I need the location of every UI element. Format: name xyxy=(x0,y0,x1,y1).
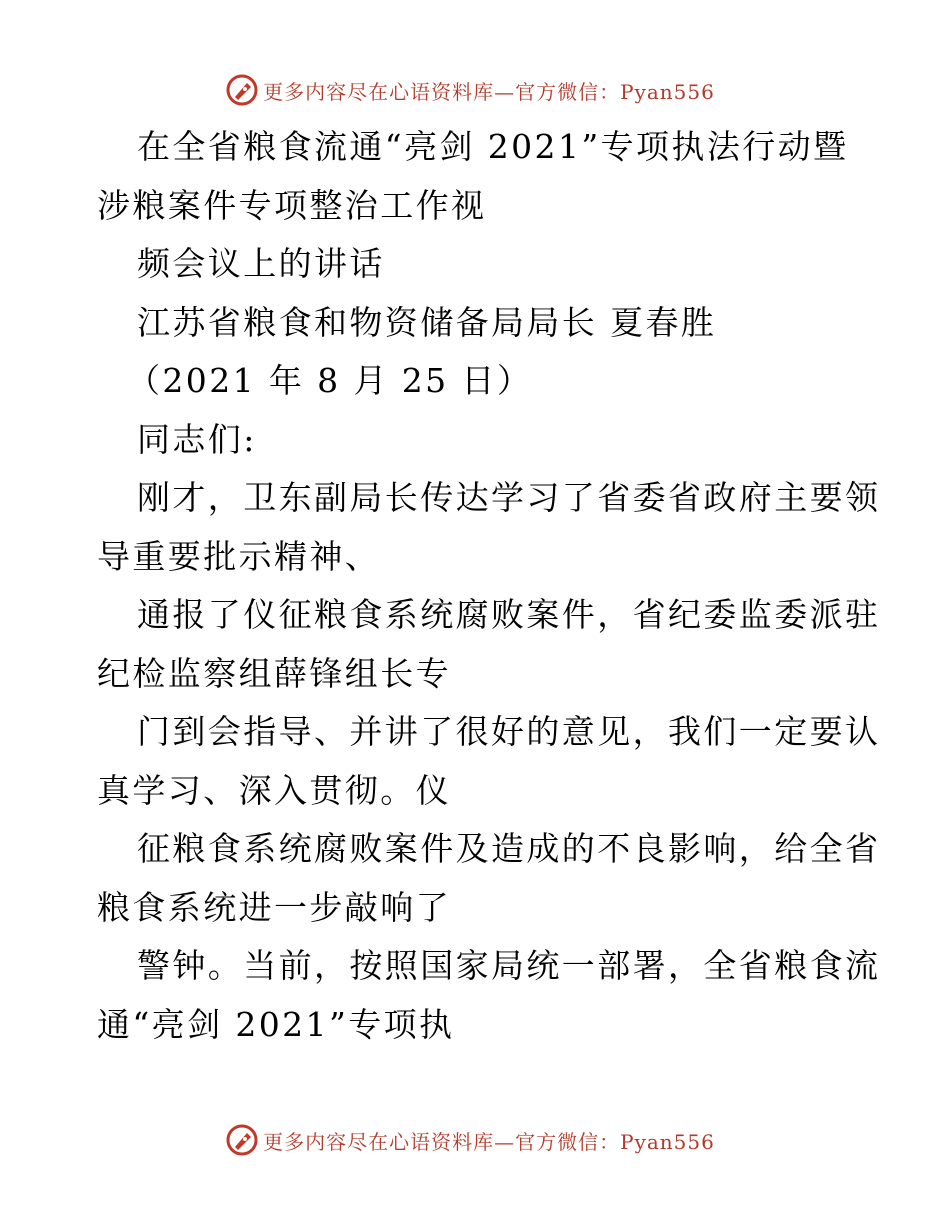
footer-banner xyxy=(0,1120,950,1160)
salutation: 同志们: xyxy=(137,419,257,459)
paragraph-5-line-2: 通“亮剑 2021”专项执 xyxy=(97,1004,455,1044)
paragraph-2-line-1: 通报了仪征粮食系统腐败案件，省纪委监委派驻 xyxy=(137,595,881,634)
paragraph-4-line-2: 粮食系统进一步敲响了 xyxy=(97,887,451,927)
paragraph-5-line-1: 警钟。当前，按照国家局统一部署，全省粮食流 xyxy=(137,946,881,985)
paragraph-4-line-1: 征粮食系统腐败案件及造成的不良影响，给全省 xyxy=(137,829,881,868)
document-body xyxy=(97,118,881,1054)
date-line: （2021 年 8 月 25 日） xyxy=(127,361,533,400)
paragraph-2-line-2: 纪检监察组薛锋组长专 xyxy=(97,653,451,693)
title-line-2: 涉粮案件专项整治工作视 xyxy=(97,185,487,225)
title-line-1: 在全省粮食流通“亮剑 2021”专项执法行动暨 xyxy=(137,127,849,166)
paragraph-1-line-1: 刚才，卫东副局长传达学习了省委省政府主要领 xyxy=(137,478,881,517)
pen-nib-logo-icon xyxy=(225,1123,259,1157)
header-banner xyxy=(0,70,950,110)
footer-banner-text: 更多内容尽在心语资料库—官方微信：Pyan556 xyxy=(263,1129,715,1154)
paragraph-3-line-1: 门到会指导、并讲了很好的意见，我们一定要认 xyxy=(137,712,881,751)
title-line-3: 频会议上的讲话 xyxy=(137,244,385,283)
header-banner-text: 更多内容尽在心语资料库—官方微信：Pyan556 xyxy=(263,79,715,104)
paragraph-1-line-2: 导重要批示精神、 xyxy=(97,536,381,576)
paragraph-3-line-2: 真学习、深入贯彻。仪 xyxy=(97,770,451,810)
pen-nib-logo-icon xyxy=(225,73,259,107)
author-line: 江苏省粮食和物资储备局局长 夏春胜 xyxy=(137,302,717,342)
